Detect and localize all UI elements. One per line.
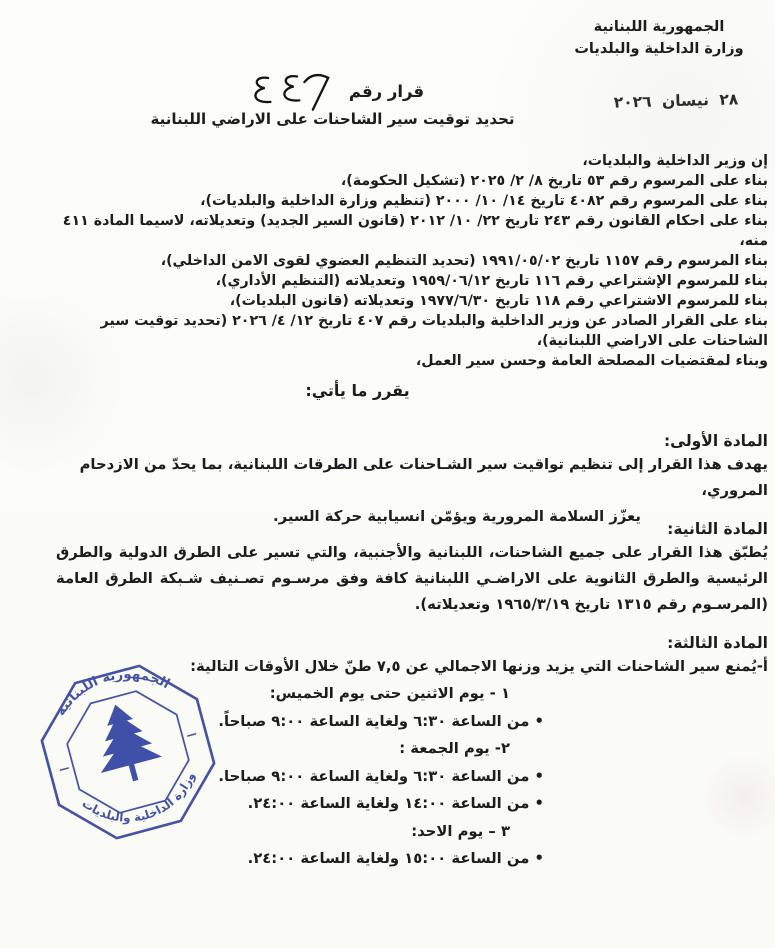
handwritten-decision-number — [240, 68, 334, 121]
article-2-heading: المادة الثانية: — [667, 520, 768, 538]
handwriting-strokes-icon — [240, 68, 334, 117]
seal-top-text: الجمهورية اللبنانية — [53, 667, 173, 719]
article-2-paragraph: يُطبّق هذا القرار على جميع الشاحنات، اللبنانية والأجنبية، والتي تسير على الطرق الدولية والطرق الرئيسية والطرق الثانوية على الاراضـي اللبنانية كافة وفق مرسـوم تصـنيف شـبكة الطرق العامة (المرسـوم رقم ١٣١٥ تاريخ ١٩٦٥/٣/١٩ وتعديلاته). — [56, 544, 768, 613]
schedule-time-slot: • من الساعة ١٥:٠٠ ولغاية الساعة ٢٤:٠٠. — [247, 850, 544, 867]
seal-bottom-text: وزارة الداخلية والبلديات — [79, 770, 198, 825]
preamble-line: بناء للمرسوم الاشتراعي رقم ١١٨ تاريخ ١٩٧٧/٦/٣٠ وتعديلاته (قانون البلديات)، — [229, 293, 768, 309]
article-1-line: يعزّز السلامة المرورية ويؤمّن انسيابية حركة السير. — [273, 508, 641, 525]
schedule-day-sunday: ٣ – يوم الاحد: — [411, 822, 510, 840]
schedule-time-slot: • من الساعة ٦:٣٠ ولغاية الساعة ٩:٠٠ صباحا. — [218, 767, 544, 785]
preamble-line: إن وزير الداخلية والبلديات، — [582, 153, 768, 169]
letterhead-country: الجمهورية اللبنانية — [593, 19, 725, 35]
article-1-line: يهدف هذا القرار إلى تنظيم تواقيت سير الشـاحنات على الطرقات اللبنانية، بما يحدّ من الازدحام المروري، — [79, 456, 768, 499]
preamble — [56, 151, 768, 371]
article-1-heading: المادة الأولى: — [663, 432, 768, 450]
schedule-day-friday: ٢- يوم الجمعة : — [399, 740, 510, 757]
article-1 — [56, 430, 768, 530]
preamble-line: وبناء لمقتضيات المصلحة العامة وحسن سير العمل، — [415, 353, 768, 369]
article-3-intro: أ-يُمنع سير الشاحنات التي يزيد وزنها الاجمالي عن ٧,٥ طنّ خلال الأوقات التالية: — [190, 658, 768, 675]
schedule-time-slot: • من الساعة ٦:٣٠ ولغاية الساعة ٩:٠٠ صباحاً. — [218, 712, 544, 730]
preamble-line: بناء على المرسوم رقم ٥٣ تاريخ ٨/ ٢/ ٢٠٢٥ (تشكيل الحكومة)، — [340, 173, 768, 189]
cedar-tree-icon — [85, 696, 167, 788]
article-2 — [56, 518, 768, 618]
decision-title-block — [140, 70, 525, 128]
schedule-day-monday-thursday: ١ - يوم الاثنين حتى يوم الخميس: — [269, 685, 510, 702]
schedule-time-slot: • من الساعة ١٤:٠٠ ولغاية الساعة ٢٤:٠٠. — [247, 795, 544, 812]
decision-subject: تحديد توقيت سير الشاحنات على الاراضي اللبنانية — [150, 110, 515, 128]
date-stamp: ٢٨ نيسان ٢٠٢٦ — [613, 90, 739, 112]
letterhead-ministry: وزارة الداخلية والبلديات — [574, 41, 744, 57]
preamble-line: بناء على القرار الصادر عن وزير الداخلية والبلديات رقم ٤٠٧ تاريخ ١٢/ ٤/ ٢٠٢٦ (تحديد توقيت سير الشاحنات على الاراضي اللبنانية)، — [100, 313, 768, 349]
decision-number-label: قرار رقم — [348, 82, 425, 101]
article-3-heading: المادة الثالثة: — [667, 634, 768, 652]
enactment-clause: يقرر ما يأتي: — [305, 381, 410, 400]
preamble-line: بناء على المرسوم رقم ٤٠٨٢ تاريخ ١٤/ ١٠/ ٢٠٠٠ (تنظيم وزارة الداخلية والبلديات)، — [200, 193, 768, 209]
preamble-line: بناء على احكام القانون رقم ٢٤٣ تاريخ ٢٢/ ١٠/ ٢٠١٢ (قانون السير الجديد) وتعديلاته، لاسيما المادة ٤١١ منه، — [62, 213, 768, 249]
preamble-line: بناء للمرسوم الإشتراعي رقم ١١٦ تاريخ ١٩٥٩/٠٦/١٢ وتعديلاته (التنظيم الأداري)، — [215, 273, 768, 289]
letterhead — [563, 16, 755, 60]
preamble-line: بناء المرسوم رقم ١١٥٧ تاريخ ١٩٩١/٠٥/٠٢ (تحديد التنظيم العضوي لقوى الامن الداخلي)، — [160, 253, 768, 269]
